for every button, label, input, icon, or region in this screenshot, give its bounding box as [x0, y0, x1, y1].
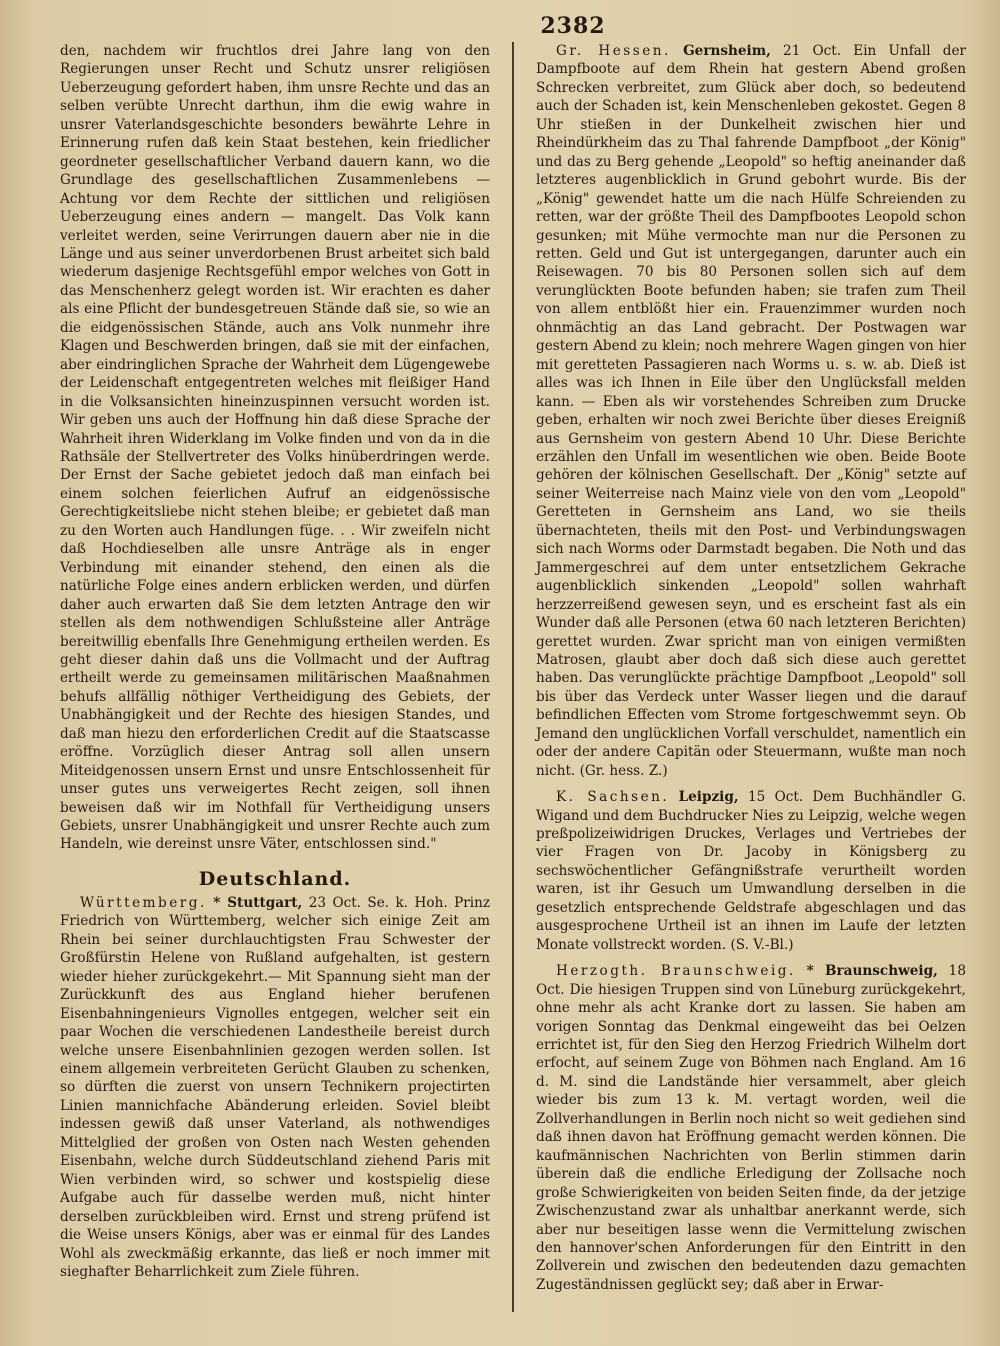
- dateline-city: Gernsheim,: [683, 43, 771, 59]
- left-column: [60, 42, 490, 1312]
- page-number: 2382: [540, 13, 606, 39]
- dateline-city: Leipzig,: [678, 789, 739, 806]
- article-sachsen: [536, 788, 966, 954]
- place-name: Herzogth. Braunschweig.: [556, 963, 796, 980]
- article-braunschweig: [536, 962, 966, 1294]
- columns: [60, 42, 966, 1312]
- article-gap: [536, 780, 966, 788]
- right-column: [536, 42, 966, 1312]
- place-name: Württemberg.: [80, 894, 207, 911]
- source-citation: (S. V.-Bl.): [730, 936, 794, 953]
- source-citation: (Gr. hess. Z.): [579, 762, 668, 779]
- dateline-city: * Stuttgart,: [213, 894, 303, 911]
- place-name: Gr. Hessen.: [556, 43, 671, 59]
- dateline-city: * Braunschweig,: [806, 963, 938, 980]
- article-continuation: den, nachdem wir fruchtlos drei Jahre lang von den Regierungen unser Recht und Schutz unsrer religiösen Ueberzeugung gefordert haben, ihm unsre Rechte und das an selben verübte Unrecht darthun, ihm die ewig wahre in unsrer Vaterlandsgeschichte besonders bewährte Lehre in Erinnerung rufen daß kein Staat bestehen, kein friedlicher geordneter gesellschaftlicher Verband dauern kann, wo die Grundlage des gesellschaftlichen Zusammenlebens — Achtung vor dem Rechte der sittlichen und religiösen Ueberzeugung eines andern — mangelt. Das Volk kann verleitet werden, seine Verirrungen dauern aber nie in die Länge und aus seiner unverdorbenen Brust arbeitet sich bald wiederum dasjenige Rechtsgefühl empor welches von Gott in das Menschenherz gelegt worden ist. Wir erachten es daher als eine Pflicht der bundesgetreuen Stände daß sie, so wie an die eidgenössischen Stände, auch ans Volk nunmehr ihre Klagen und Beschwerden bringen, daß sie mit der einfachen, aber eindringlichen Sprache der Wahrheit dem Lügengewebe der Leidenschaft entgegentreten welches mit fleißiger Hand in die Volksansichten hineinzuspinnen versucht worden ist. Wir geben uns auch der Hoffnung hin daß diese Sprache der Wahrheit ihren Widerklang im Volke finden und von da in die Rathsäle der Stellvertreter des Volks hinüberdringen werde. Der Ernst der Sache gebietet jedoch daß man einfach bei einem solchen feierlichen Aufruf an eidgenössische Gerechtigkeitsliebe nicht stehen bleibe; er gebietet daß man zu den Worten auch Handlungen füge. . . Wir zweifeln nicht daß Hochdieselben alle unsre Anträge als in enger Verbindung mit einander stehend, den einen als die natürliche Folge eines andern erblicken werden, und dürfen daher auch erwarten daß Sie dem letzten Antrage den wir stellen als dem nothwendigen Schlußsteine aller Anträge bereitwillig ebenfalls Ihre Genehmigung ertheilen werden. Es geht dieser dahin daß uns die Vollmacht und der Auftrag ertheilt werde zu gemeinsamen militärischen Maaßnahmen behufs allfällig nöthiger Vertheidigung des Gebiets, der Unabhängigkeit und der Rechte des hiesigen Standes, und daß man hiezu den erforderlichen Credit auf die Staatscasse eröffne. Vorzüglich dieser Antrag soll allen unsern Miteidgenossen unsern Ernst und unsre Entschlossenheit für unser gutes uns verweigertes Recht zeigen, soll ihnen beweisen daß wir im Nothfall für Vertheidigung unsers Gebiets, unsrer Unabhängigkeit und unsrer Rechte auch zum Handeln, wie dereinst unsre Väter, entschlossen sind.": [60, 43, 490, 853]
- article-text: 23 Oct. Se. k. Hoh. Prinz Friedrich von Württemberg, welcher sich einige Zeit am Rhein bei seiner durchlauchtigsten Frau Schwester der Großfürstin Helene von Rußland aufgehalten, ist gestern wieder hieher zurückgekehrt.— Mit Spannung sieht man der Zurückkunft des aus England hieher berufenen Eisenbahningenieurs Vignolles entgegen, welcher seit ein paar Wochen die verschiedenen Landestheile bereist durch welche unsere Eisenbahnlinien gezogen werden sollen. Ist einem allgemein verbreiteten Gerücht Glauben zu schenken, so dürften die zuerst von unsern Technikern projectirten Linien mannichfache Abänderung erleiden. Soviel bleibt indessen gewiß daß unser Vaterland, als nothwendiges Mittelglied der großen von Osten nach Westen gehenden Eisenbahn, welche durch Süddeutschland ziehend Paris mit Wien verbinden wird, so schwer und kostspielig diese Aufgabe auch für dasselbe werden muß, nicht hinter derselben zurückbleiben wird. Ernst und streng prüfend ist die Weise unsers Königs, aber was er einmal für des Landes Wohl als zweckmäßig erkannte, das ließ er noch immer mit sieghafter Beharrlichkeit zum Ziele führen.: [60, 894, 490, 1280]
- place-name: K. Sachsen.: [556, 789, 670, 806]
- article-text: 15 Oct. Dem Buchhändler G. Wigand und dem Buchdrucker Nies zu Leipzig, welche wegen preßpolizeiwidrigen Druckes, Verlages und Vertriebes der vier Fragen von Dr. Jacoby in Königsberg zu sechswöchentlicher Gefängnißstrafe verurtheilt worden waren, ist ihr Gesuch um Umwandlung derselben in die gesetzlich entsprechende Geldstrafe abgeschlagen und das ausgesprochene Urtheil ist an ihnen im Laufe der letzten Monate vollstreckt worden.: [536, 789, 967, 953]
- section-heading-deutschland: Deutschland.: [198, 867, 352, 890]
- column-divider: [512, 42, 514, 1312]
- article-wuerttemberg: [60, 894, 490, 1282]
- article-text: 18 Oct. Die hiesigen Truppen sind von Lüneburg zurückgekehrt, ohne mehr als acht Kranke dort zu lassen. Sie haben am vorigen Sonntag das Denkmal eingeweiht das bei Oelzen errichtet ist, für den Sieg den Herzog Friedrich Wilhelm dort erfocht, auf seinem Zuge von Böhmen nach England. Am 16 d. M. sind die Landstände hier versammelt, aber gleich wieder bis zum 13 k. M. vertagt worden, weil die Zollverhandlungen in Berlin noch nicht so weit gediehen sind daß ihnen davon hat Eröffnung gemacht werden können. Die kaufmännischen Nachrichten von Berlin stimmen darin überein daß die endliche Erledigung der Zollsache noch große Schwierigkeiten von beiden Seiten finde, da der jetzige Zwischenzustand zwar als unhaltbar anerkannt werde, sich aber nur beseitigen lasse wenn die Vermittelung zwischen den hannover'schen Anforderungen für den Eintritt in den Zollverein und zwischen den bedeutenden dazu gemachten Zugeständnissen geglückt sey; daß aber in Erwar-: [536, 963, 966, 1293]
- article-text: 21 Oct. Ein Unfall der Dampfboote auf dem Rhein hat gestern Abend großen Schrecken verbreitet, zum Glück aber doch, so bedeutend auch der Schaden ist, kein Menschenleben gekostet. Gegen 8 Uhr stießen in der Dunkelheit zwischen hier und Rheindürkheim das zu Thal fahrende Dampfboot „der König" und das zu Berg gehende „Leopold" so heftig aneinander daß letzteres augenblicklich in Grund gebohrt wurde. Bis der „König" gewendet hatte um die nach Hülfe Schreienden zu retten, war der größte Theil des Dampfbootes Leopold schon gesunken; mit Mühe vermochte man nur die Personen zu retten. Geld und Gut ist untergegangen, darunter auch ein Reisewagen. 70 bis 80 Personen sollen sich auf dem verunglückten Boote befunden haben; sie trafen zum Theil von allem entblößt hier ein. Frauenzimmer wurden noch ohnmächtig an das Land gebracht. Der Postwagen war gestern Abend zu klein; noch mehrere Wagen gingen von hier mit geretteten Passagieren nach Worms u. s. w. ab. Dieß ist alles was ich Ihnen in Eile über den Unglücksfall melden kann. — Eben als wir vorstehendes Schreiben zum Drucke geben, erhalten wir noch zwei Berichte über dieses Ereigniß aus Gernsheim von gestern Abend 10 Uhr. Diese Berichte erzählen den Unfall im wesentlichen wie oben. Beide Boote gehören der kölnischen Gesellschaft. Der „König" setzte auf seiner Weiterreise nach Mainz viele von den vom „Leopold" Geretteten in Gernsheim ans Land, wo sie theils übernachteten, theils mit den Post- und Verbindungswagen sich nach Worms oder Darmstadt begaben. Die Noth und das Jammergeschrei auf dem unter entsetzlichem Gekrache augenblicklich sinkenden „Leopold" sollen wahrhaft herzzerreißend gewesen seyn, und es erscheint fast als ein Wunder daß alle Personen (etwa 60 nach letzteren Berichten) gerettet wurden. Zwar spricht man von einigen vermißten Matrosen, glaubt aber doch daß sich diese auch gerettet haben. Das verunglückte prächtige Dampfboot „Leopold" soll bis über das Verdeck unter Wasser liegen und die darauf befindlichen Effecten vom Strome fortgeschwemmt seyn. Ob Jemand den unglücklichen Vorfall verschuldet, namentlich ein oder der andere Capitän oder Steuermann, wußte man noch nicht.: [536, 43, 966, 779]
- article-hessen: [536, 42, 966, 780]
- article-gap: [536, 954, 966, 962]
